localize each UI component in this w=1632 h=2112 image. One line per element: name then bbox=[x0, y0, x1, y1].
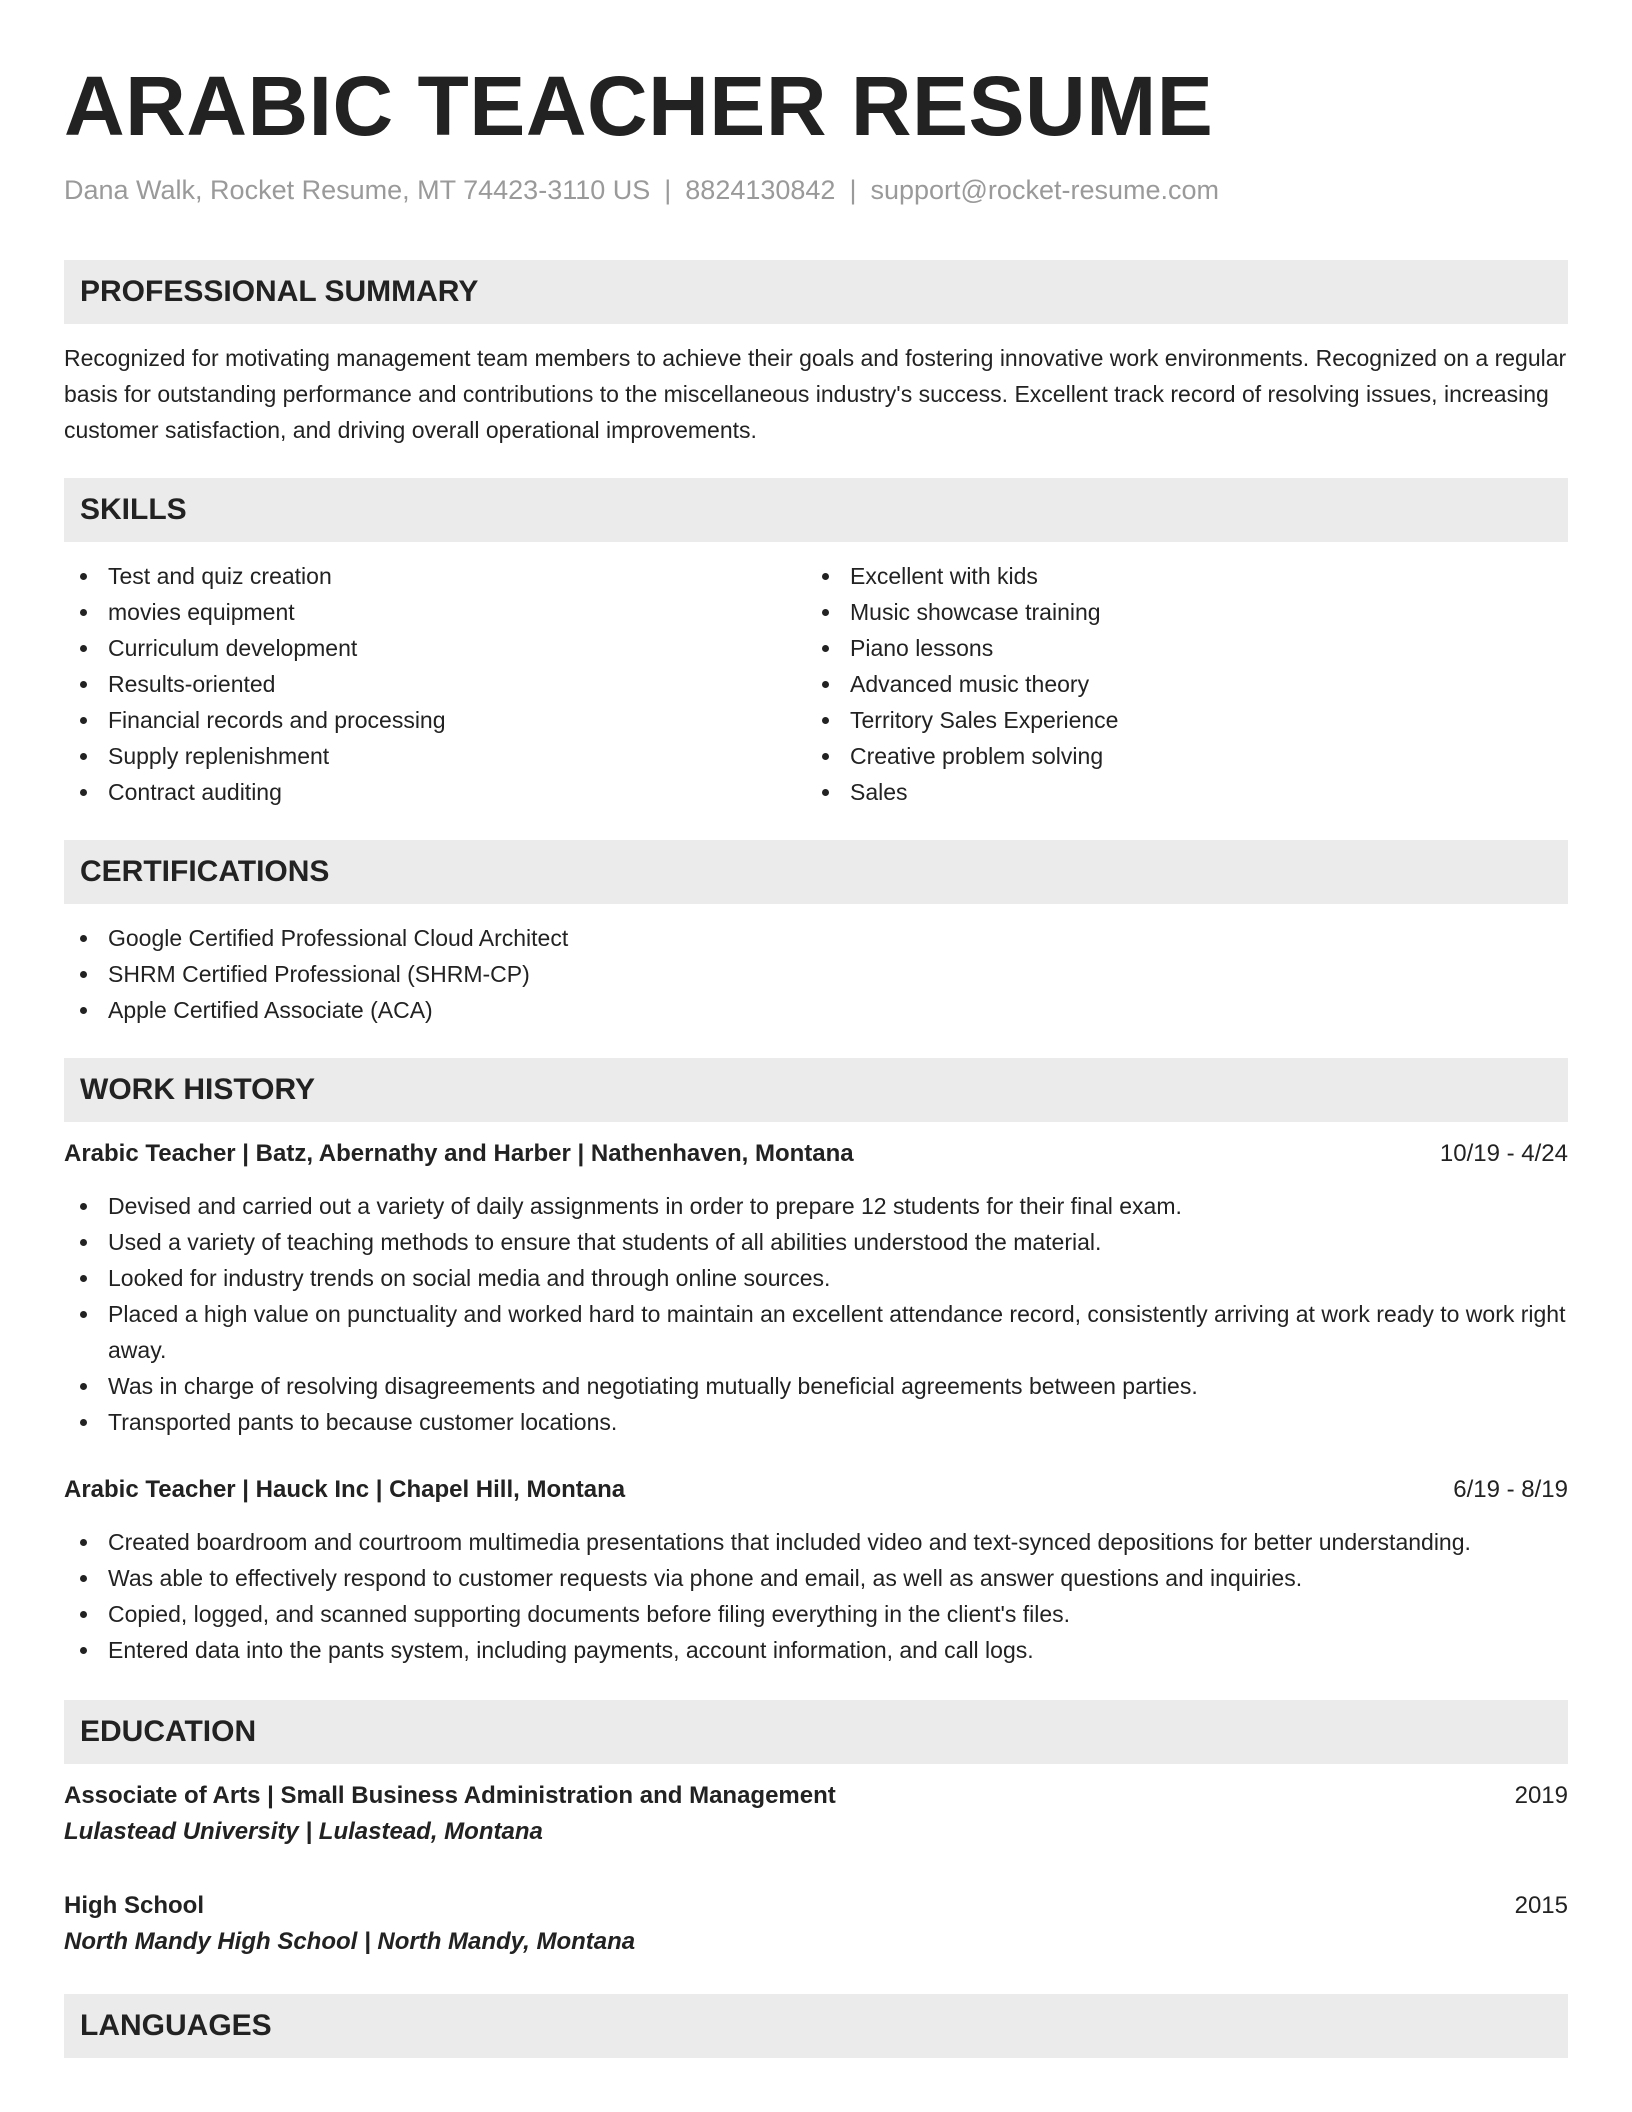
job-header bbox=[64, 1472, 1568, 1508]
certifications-list bbox=[64, 920, 1568, 1028]
skill-item: Music showcase training bbox=[806, 594, 1548, 630]
contact-email: support@rocket-resume.com bbox=[870, 175, 1219, 205]
job-bullets bbox=[64, 1188, 1568, 1440]
certification-item: Google Certified Professional Cloud Architect bbox=[64, 920, 1568, 956]
education-degree: Associate of Arts | Small Business Administration and Management bbox=[64, 1782, 836, 1809]
job-bullets bbox=[64, 1524, 1568, 1668]
certification-item: SHRM Certified Professional (SHRM-CP) bbox=[64, 956, 1568, 992]
job-entry bbox=[64, 1136, 1568, 1440]
contact-separator: | bbox=[664, 175, 672, 205]
skill-item: Results-oriented bbox=[64, 666, 806, 702]
job-bullet: Copied, logged, and scanned supporting documents before filing everything in the client's files. bbox=[64, 1596, 1568, 1632]
contact-separator: | bbox=[849, 175, 857, 205]
summary-text: Recognized for motivating management team members to achieve their goals and fostering innovative work environments. Recognized on a regular basis for outstanding performance and contributions to the miscellaneous industry's success. Excellent track record of resolving issues, increasing customer satisfaction, and driving overall operational improvements. bbox=[64, 345, 1567, 443]
contact-address: Dana Walk, Rocket Resume, MT 74423-3110 US bbox=[64, 175, 651, 205]
contact-phone: 8824130842 bbox=[685, 175, 836, 205]
skill-item: Curriculum development bbox=[64, 630, 806, 666]
job-header bbox=[64, 1136, 1568, 1172]
resume-page bbox=[64, 0, 1568, 2058]
section-header-work-history: WORK HISTORY bbox=[64, 1058, 1568, 1122]
education-year: 2015 bbox=[1514, 1892, 1568, 1919]
job-title: Arabic Teacher | Batz, Abernathy and Harber | Nathenhaven, Montana bbox=[64, 1140, 854, 1167]
job-bullet: Used a variety of teaching methods to ensure that students of all abilities understood the material. bbox=[64, 1224, 1568, 1260]
skill-item: Sales bbox=[806, 774, 1548, 810]
skill-item: Supply replenishment bbox=[64, 738, 806, 774]
education-header bbox=[64, 1778, 1568, 1814]
education-entry bbox=[64, 1888, 1568, 1960]
job-title: Arabic Teacher | Hauck Inc | Chapel Hill, Montana bbox=[64, 1476, 626, 1503]
section-header-education: EDUCATION bbox=[64, 1700, 1568, 1764]
education-entry bbox=[64, 1778, 1568, 1850]
education-school: Lulastead University | Lulastead, Montana bbox=[64, 1818, 543, 1845]
section-header-summary: PROFESSIONAL SUMMARY bbox=[64, 260, 1568, 324]
skill-item: Excellent with kids bbox=[806, 558, 1548, 594]
job-dates: 10/19 - 4/24 bbox=[1439, 1140, 1568, 1167]
skill-item: Creative problem solving bbox=[806, 738, 1548, 774]
job-entry bbox=[64, 1472, 1568, 1668]
education-school: North Mandy High School | North Mandy, Montana bbox=[64, 1928, 636, 1955]
job-bullet: Was able to effectively respond to customer requests via phone and email, as well as answer questions and inquiries. bbox=[64, 1560, 1568, 1596]
section-header-certifications: CERTIFICATIONS bbox=[64, 840, 1568, 904]
job-bullet: Created boardroom and courtroom multimedia presentations that included video and text-synced depositions for better understanding. bbox=[64, 1524, 1568, 1560]
job-bullet: Placed a high value on punctuality and worked hard to maintain an excellent attendance record, consistently arriving at work ready to work right away. bbox=[64, 1296, 1568, 1368]
skill-item: Contract auditing bbox=[64, 774, 806, 810]
skills-column-right bbox=[806, 558, 1548, 810]
job-bullet: Transported pants to because customer locations. bbox=[64, 1404, 1568, 1440]
skill-item: Piano lessons bbox=[806, 630, 1548, 666]
education-degree: High School bbox=[64, 1892, 204, 1919]
job-bullet: Looked for industry trends on social media and through online sources. bbox=[64, 1260, 1568, 1296]
skills-column-left bbox=[64, 558, 806, 810]
job-bullet: Was in charge of resolving disagreements and negotiating mutually beneficial agreements between parties. bbox=[64, 1368, 1568, 1404]
skills-list bbox=[64, 558, 1568, 810]
resume-title: ARABIC TEACHER RESUME bbox=[64, 59, 1214, 153]
skill-item: Test and quiz creation bbox=[64, 558, 806, 594]
education-year: 2019 bbox=[1514, 1782, 1568, 1809]
skill-item: Advanced music theory bbox=[806, 666, 1548, 702]
job-bullet: Devised and carried out a variety of daily assignments in order to prepare 12 students for their final exam. bbox=[64, 1188, 1568, 1224]
section-header-skills: SKILLS bbox=[64, 478, 1568, 542]
job-bullet: Entered data into the pants system, including payments, account information, and call logs. bbox=[64, 1632, 1568, 1668]
section-header-languages: LANGUAGES bbox=[64, 1994, 1568, 2058]
certification-item: Apple Certified Associate (ACA) bbox=[64, 992, 1568, 1028]
job-dates: 6/19 - 8/19 bbox=[1453, 1476, 1568, 1503]
skill-item: Financial records and processing bbox=[64, 702, 806, 738]
education-header bbox=[64, 1888, 1568, 1924]
contact-line bbox=[64, 172, 1568, 208]
skill-item: Territory Sales Experience bbox=[806, 702, 1548, 738]
skill-item: movies equipment bbox=[64, 594, 806, 630]
